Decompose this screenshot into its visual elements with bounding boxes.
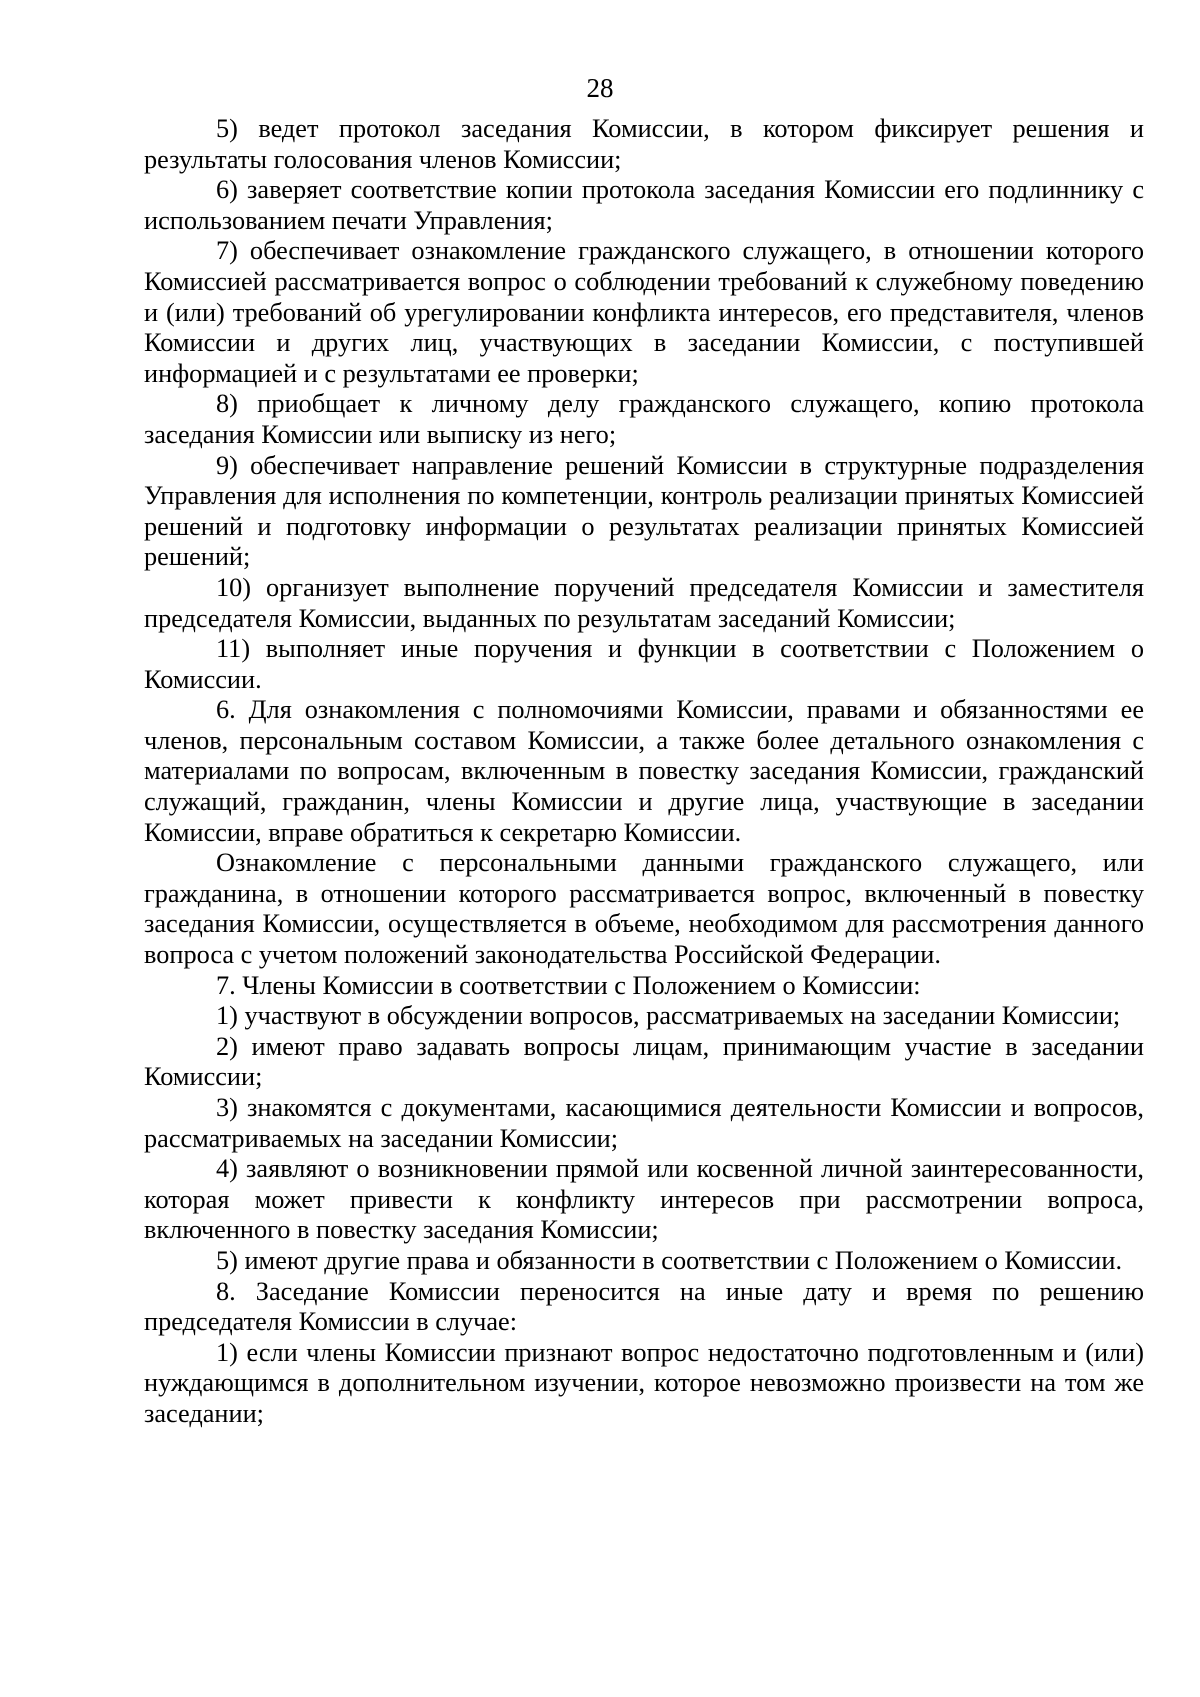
paragraph-8-personal-file: 8) приобщает к личному делу гражданского служащего, копию протокола заседания Комиссии или выписку из него; [144, 389, 1144, 449]
paragraph-7-familiarization: 7) обеспечивает ознакомление гражданского служащего, в отношении которого Комиссией рассматривается вопрос о соблюдении требований к служебному поведению и (или) требований об урегулировании конфликта интересов, его представителя, членов Комиссии и других лиц, участвующих в заседании Комиссии, с поступившей информацией и с результатами ее проверки; [144, 236, 1144, 388]
section-8-heading: 8. Заседание Комиссии переносится на иные дату и время по решению председателя Комиссии в случае: [144, 1276, 1144, 1337]
section-7-item-5: 5) имеют другие права и обязанности в соответствии с Положением о Комиссии. [216, 1245, 1123, 1275]
document-body [144, 114, 1144, 1430]
section-7-item-3: 3) знакомятся с документами, касающимися деятельности Комиссии и вопросов, рассматриваемых на заседании Комиссии; [144, 1093, 1144, 1153]
paragraph-9-decisions: 9) обеспечивает направление решений Комиссии в структурные подразделения Управления для исполнения по компетенции, контроль реализации принятых Комиссией решений и подготовку информации о результатах реализации принятых Комиссией решений; [144, 450, 1144, 572]
paragraph-10-instructions: 10) организует выполнение поручений председателя Комиссии и заместителя председателя Комиссии, выданных по результатам заседаний Комиссии; [144, 572, 1144, 633]
section-6-access: 6. Для ознакомления с полномочиями Комиссии, правами и обязанностями ее членов, персональным составом Комиссии, а также более детального ознакомления с материалами по вопросам, включенным в повестку заседания Комиссии, гражданский служащий, гражданин, члены Комиссии и другие лица, участвующие в заседании Комиссии, вправе обратиться к секретарю Комиссии. [144, 695, 1144, 847]
section-7-item-4: 4) заявляют о возникновении прямой или косвенной личной заинтересованности, которая может привести к конфликту интересов при рассмотрении вопроса, включенного в повестку заседания Комиссии; [144, 1154, 1144, 1245]
section-7-item-2: 2) имеют право задавать вопросы лицам, принимающим участие в заседании Комиссии; [144, 1031, 1144, 1092]
section-7-item-1: 1) участвуют в обсуждении вопросов, рассматриваемых на заседании Комиссии; [216, 1001, 1121, 1031]
section-7-heading: 7. Члены Комиссии в соответствии с Положением о Комиссии: [216, 970, 921, 1000]
section-6-personal-data: Ознакомление с персональными данными гражданского служащего, или гражданина, в отношении которого рассматривается вопрос, включенный в повестку заседания Комиссии, осуществляется в объеме, необходимом для рассмотрения данного вопроса с учетом положений законодательства Российской Федерации. [144, 848, 1144, 970]
page-number: 28 [586, 73, 614, 103]
section-8-item-1: 1) если члены Комиссии признают вопрос недостаточно подготовленным и (или) нуждающимся в дополнительном изучении, которое невозможно произвести на том же заседании; [144, 1337, 1144, 1428]
paragraph-6-certify-copy: 6) заверяет соответствие копии протокола заседания Комиссии его подлиннику с использованием печати Управления; [144, 175, 1144, 235]
paragraph-5-protocol: 5) ведет протокол заседания Комиссии, в котором фиксирует решения и результаты голосования членов Комиссии; [144, 114, 1144, 174]
paragraph-11-other-functions: 11) выполняет иные поручения и функции в соответствии с Положением о Комиссии. [144, 634, 1144, 694]
